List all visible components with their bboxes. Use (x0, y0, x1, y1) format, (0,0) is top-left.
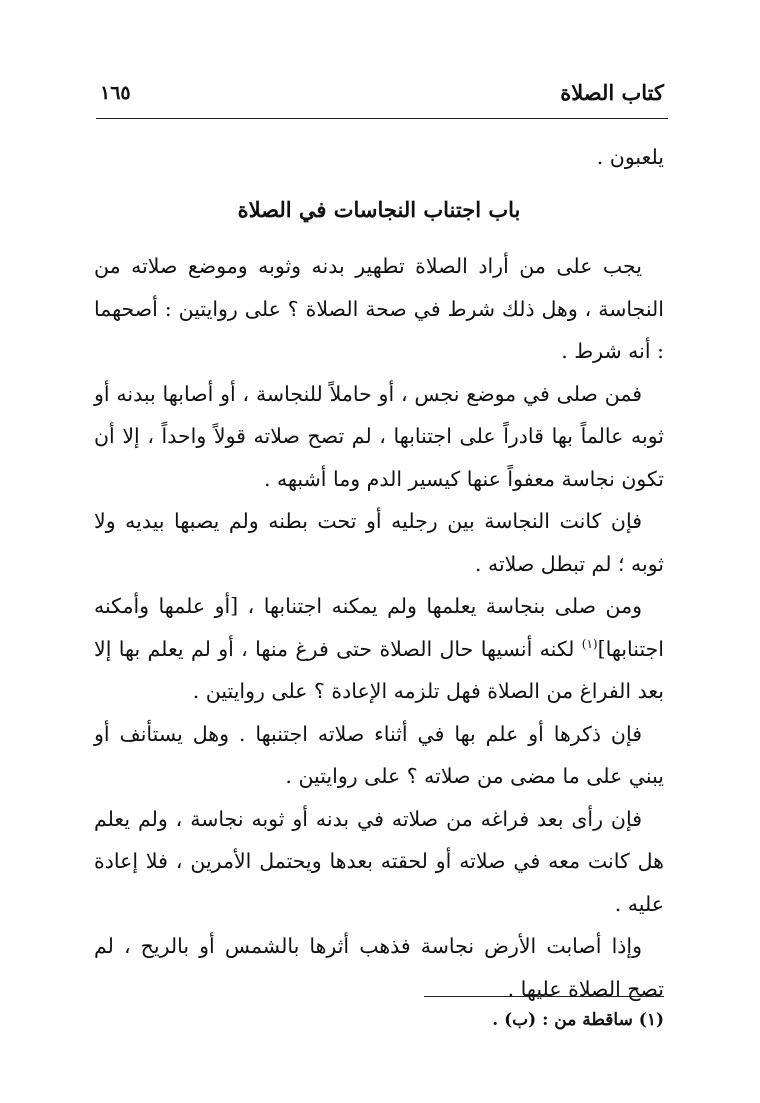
paragraph-5: فإن ذكرها أو علم بها في أثناء صلاته اجتنبها . وهل يستأنف أو يبني على ما مضى من صلاته ؟ على روايتين . (94, 721, 664, 788)
paragraph-1: يجب على من أراد الصلاة تطهير بدنه وثوبه وموضع صلاته من النجاسة ، وهل ذلك شرط في صحة الصلاة ؟ على روايتين : أصحهما : أنه شرط . (94, 254, 664, 363)
paragraph-4 (94, 585, 664, 713)
paragraph-6: فإن رأى بعد فراغه من صلاته في بدنه أو ثوبه نجاسة ، ولم يعلم هل كانت معه في صلاته أو لحقته بعدها ويحتمل الأمرين ، فلا إعادة عليه . (94, 806, 664, 916)
footnote-marker: (١) (581, 636, 598, 651)
page-number: ١٦٥ (100, 82, 131, 104)
paragraph-3: فإن كانت النجاسة بين رجليه أو تحت بطنه ولم يصبها بيديه ولا ثوبه ؛ لم تبطل صلاته . (94, 509, 664, 576)
main-text (94, 136, 664, 1010)
page-header (96, 80, 664, 116)
paragraph-2: فمن صلى في موضع نجس ، أو حاملاً للنجاسة ، أو أصابها ببدنه أو ثوبه عالماً بها قادراً على اجتنابها ، لم تصح صلاته قولاً واحداً ، إلا أن تكون نجاسة معفواً عنها كيسير الدم وما أشبهه . (94, 381, 664, 491)
paragraph-7: وإذا أصابت الأرض نجاسة فذهب أثرها بالشمس أو بالريح ، لم تصح الصلاة عليها . (94, 934, 664, 1001)
header-divider (96, 118, 668, 119)
footnote-divider (424, 996, 664, 997)
paragraph-4-part-2: لكنه أنسيها حال الصلاة حتى فرغ منها ، أو لم يعلم بها إلا بعد الفراغ من الصلاة فهل تلزمه الإعادة ؟ على روايتين . (94, 636, 664, 703)
continuation-text: يلعبون . (596, 145, 664, 169)
paragraph-4-part-1: ومن صلى بنجاسة يعلمها ولم يمكنه اجتنابها ، [أو علمها وأمكنه اجتنابها] (94, 594, 664, 661)
section-heading: باب اجتناب النجاسات في الصلاة (237, 196, 521, 222)
footnote: (١) ساقطة من : (ب) . (492, 1010, 664, 1030)
running-title: كتاب الصلاة (560, 80, 664, 105)
